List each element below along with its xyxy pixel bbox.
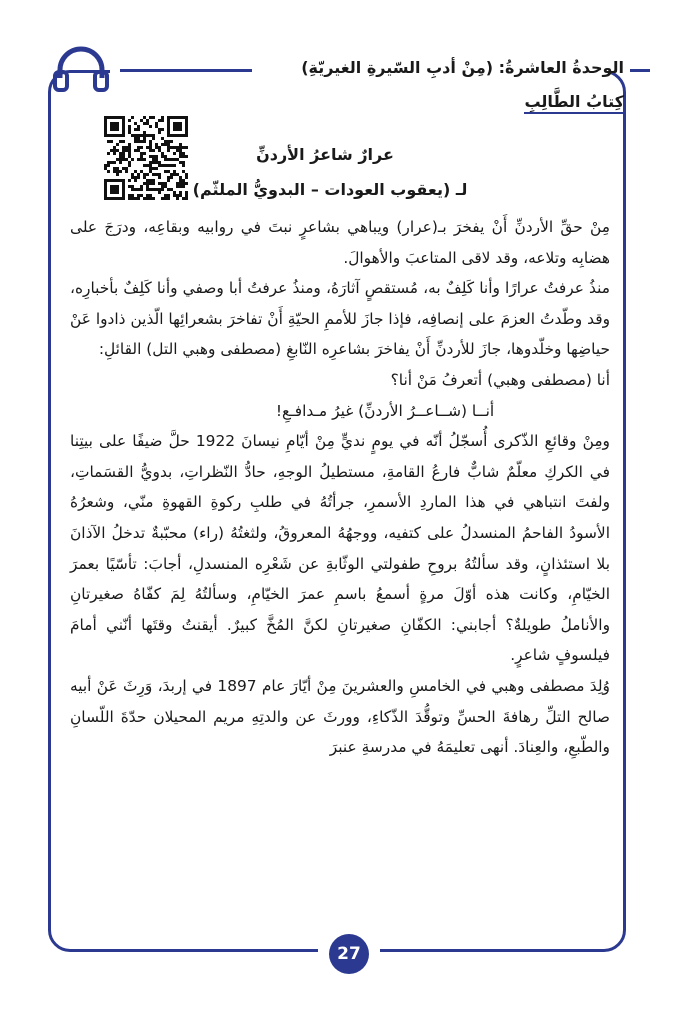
headphones-icon[interactable] — [50, 44, 112, 94]
header-rule-left — [120, 69, 252, 72]
paragraph: منذُ عرفتُ عرارًا وأنا كَلِفٌ به، مُستقصٍ آثارَهُ، ومنذُ عرفتُ أبا وصفي وأنا كَلِفٌ بأخبارِه، وقد وطّدتُ العزمَ على إنصافِه، فإذا جازَ للأممِ الحيّةِ أَنْ تفاخرَ بشعرائِها الّذين ذادوا عَنْ حياضِها وخلّدوها، جازَ للأردنِّ أَنْ يفاخرَ بشاعرِه النّابغِ (مصطفى وهبي التل) القائلِ: — [70, 279, 610, 359]
verse-line: أنا (مصطفى وهبي) أتعرفُ مَنْ أنا؟ — [390, 370, 610, 389]
unit-title: الوحدةُ العاشرةُ: (مِنْ أدبِ السّيرةِ الغيريّةِ) — [301, 58, 624, 77]
paragraph: ومِنْ وقائعِ الذّكرى أُسجّلُ أنّه في يومٍ نديٍّ مِنْ أيّامِ نيسانَ 1922 حلَّ ضيفًا على بيتِنا في الكركِ معلّمٌ شابٌّ فارعُ القامةِ، مستطيلُ الوجهِ، حادُّ النّظراتِ، بدويُّ القسَماتِ، ولفتَ انتباهي في هذا الماردِ الأسمرِ، جرأتُهُ في طلبِ ركوةِ القهوةِ منّي، وشعرُهُ الأسودُ الفاحمُ المنسدلُ على كتفيه، ووجهُهُ المعروقُ، ولثغتُهُ (راء) محبّبةٌ تدخلُ الآذانَ بلا استئذانٍ، وقد سألتُهُ بروحِ طفولتي الوثّابةِ عن شَعْرِه المنسدلِ، أجابَ: تأسّيًا بعمرَ الخيّامِ، وكانت هذه أوّلَ مرةٍ أسمعُ باسمِ عمرَ الخيّامِ، وسألتُهُ لِمَ كفّاهُ صغيرتانِ والأناملُ طويلةٌ؟ أجابني: الكفّانِ صغيرتانِ لكنَّ المُخَّ كبيرٌ. أيقنتُ وقتَها أنّني أمامَ فيلسوفٍ شاعرٍ. — [70, 432, 610, 665]
header-rule-right — [630, 69, 650, 72]
paragraph: وُلِدَ مصطفى وهبي في الخامسِ والعشرينَ مِنْ أيّارَ عام 1897 في إربدَ، وَرِثَ عَنْ أبيه صالح التلِّ رهافةَ الحسِّ وتوقُّدَ الذّكاءِ، وورثَ عن والدتِهِ مريم المحيلان حدّةَ اللّسانِ والطّبعِ، والعِنادَ. أنهى تعليمَهُ في مدرسةِ عنبرَ — [70, 676, 610, 757]
qr-code-icon[interactable] — [104, 116, 188, 200]
paragraph: مِنْ حقِّ الأردنِّ أَنْ يفخرَ بـ(عرار) ويباهي بشاعرٍ نبتَ في روابيه وبقاعِه، ودرَجَ على هضابِه وتلاعه، وقد لاقى المتاعبَ والأهوالَ. — [70, 218, 610, 267]
page-number: 27 — [329, 934, 369, 974]
article-title: عرارٌ شاعرُ الأردنِّ — [256, 145, 394, 164]
book-title: كِتابُ الطَّالِبِ — [524, 92, 624, 114]
article-author: لـ (يعقوب العودات – البدويُّ الملثّم) — [192, 180, 468, 199]
verse-line: أنــا (شــاعــرُ الأردنِّ) غيرُ مـدافـعِ! — [275, 401, 495, 420]
article-body — [70, 212, 610, 763]
